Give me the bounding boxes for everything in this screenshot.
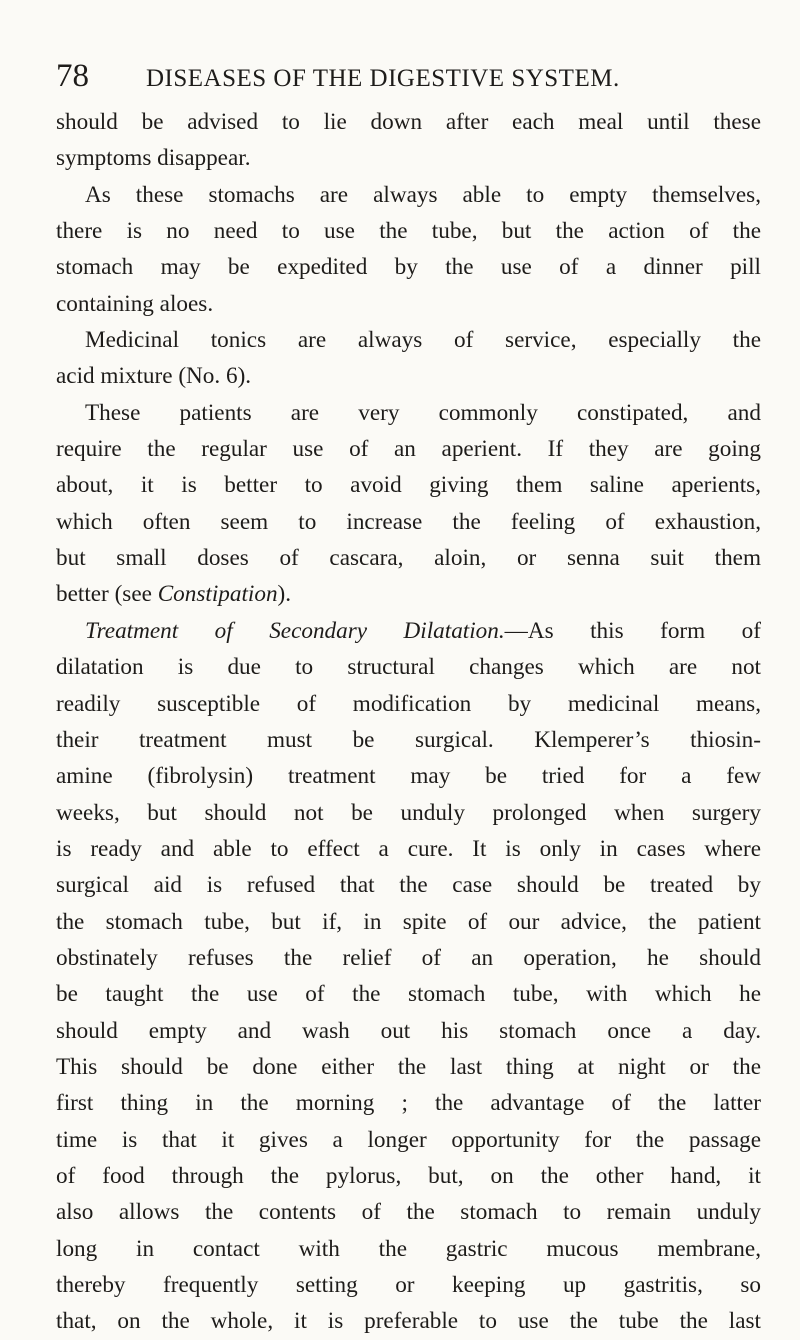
text-line: also allows the contents of the stomach to remain unduly (56, 1199, 761, 1226)
text-line: symptoms disappear. (56, 145, 251, 172)
text-line: that, on the whole, it is preferable to use the tube the last (56, 1308, 761, 1335)
text-line: Treatment of Secondary Dilatation.—As this form of (85, 617, 761, 644)
text-line: is ready and able to effect a cure. It is only in cases where (56, 835, 761, 862)
text-line: weeks, but should not be unduly prolonged when surgery (56, 799, 761, 826)
text-line: about, it is better to avoid giving them saline aperients, (56, 472, 761, 499)
text-line: time is that it gives a longer opportunity for the passage (56, 1126, 761, 1153)
text-line: obstinately refuses the relief of an operation, he should (56, 944, 761, 971)
text-line: their treatment must be surgical. Klemperer’s thiosin- (56, 726, 761, 753)
text-line: surgical aid is refused that the case should be treated by (56, 872, 761, 899)
text-line: Medicinal tonics are always of service, especially the (85, 327, 761, 354)
text-line: should be advised to lie down after each meal until these (56, 109, 761, 135)
text-line: first thing in the morning ; the advantage of the latter (56, 1090, 761, 1117)
text-line: but small doses of cascara, aloin, or senna suit them (56, 545, 761, 572)
text-line: containing aloes. (56, 290, 214, 317)
text-line: of food through the pylorus, but, on the other hand, it (56, 1162, 761, 1189)
text-line: require the regular use of an aperient. If they are going (56, 436, 761, 463)
text-line: This should be done either the last thing at night or the (56, 1053, 761, 1080)
text-line: better (see Constipation). (56, 581, 292, 608)
body-text (56, 104, 761, 1340)
text-line: amine (fibrolysin) treatment may be tried for a few (56, 763, 761, 790)
italic-reference: Constipation (157, 581, 278, 608)
text-line: should empty and wash out his stomach once a day. (56, 1017, 761, 1044)
text-line: As these stomachs are always able to empty themselves, (85, 181, 761, 208)
text-line: there is no need to use the tube, but the action of the (56, 218, 761, 245)
text-line: be taught the use of the stomach tube, with which he (56, 981, 761, 1008)
page-number: 78 (56, 58, 89, 94)
text-line: which often seem to increase the feeling of exhaustion, (56, 508, 761, 535)
running-head (56, 56, 756, 100)
text-line: stomach may be expedited by the use of a dinner pill (56, 254, 761, 281)
running-head-title: DISEASES OF THE DIGESTIVE SYSTEM. (146, 65, 620, 92)
text-line: the stomach tube, but if, in spite of our advice, the patient (56, 908, 761, 935)
section-heading: Treatment of Secondary Dilatation. (85, 617, 505, 644)
text-line: thereby frequently setting or keeping up gastritis, so (56, 1272, 761, 1298)
text-line: These patients are very commonly constipated, and (85, 399, 761, 426)
text-line: readily susceptible of modification by medicinal means, (56, 690, 761, 717)
text-line: dilatation is due to structural changes which are not (56, 654, 761, 681)
text-line: acid mixture (No. 6). (56, 363, 252, 390)
text-line: long in contact with the gastric mucous membrane, (56, 1235, 761, 1262)
